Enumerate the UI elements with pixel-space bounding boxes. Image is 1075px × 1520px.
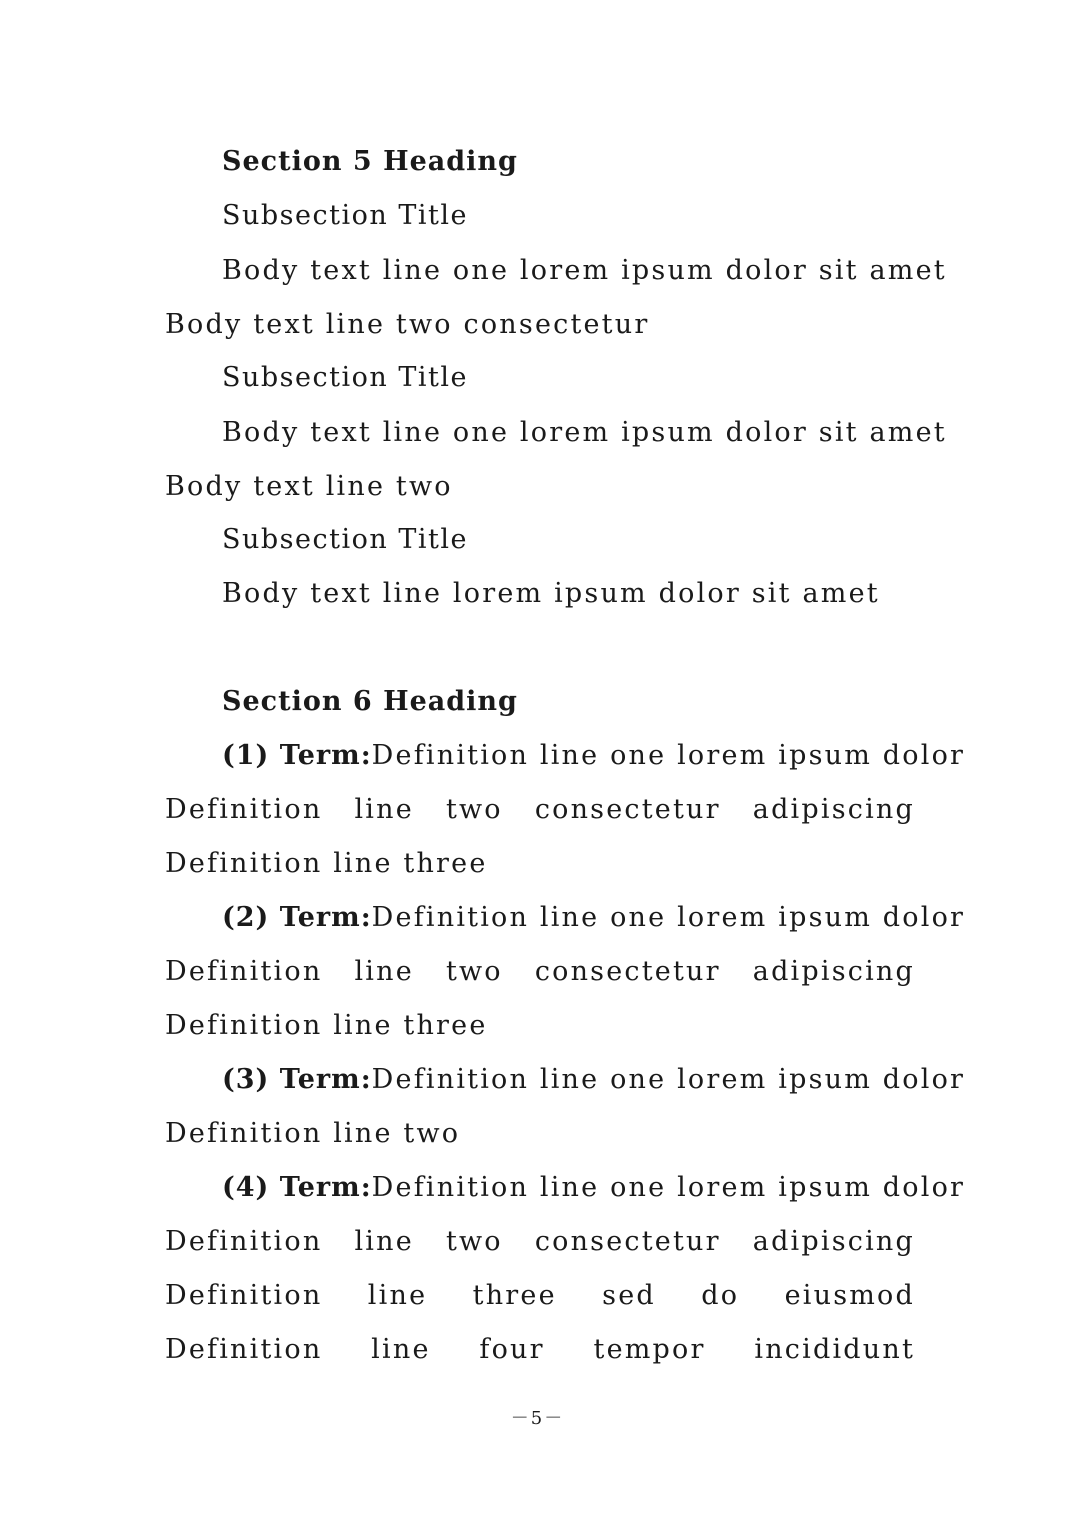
definition-term-label: (4) Term:: [222, 1172, 372, 1203]
section-5-sub-1-body-line: Body text line one lorem ipsum dolor sit amet: [222, 255, 947, 286]
definition-item-3-line: Definition line two: [165, 1118, 461, 1149]
section-5-sub-3-body-line: Body text line lorem ipsum dolor sit amet: [222, 578, 880, 609]
definition-term-label: (3) Term:: [222, 1064, 372, 1095]
section-5-sub-2-body-line: Body text line one lorem ipsum dolor sit amet: [222, 417, 947, 448]
definition-item-4-line: Definition line two consectetur adipiscing: [165, 1226, 915, 1257]
definition-item-2-line: Definition line three: [165, 1010, 488, 1041]
definition-term-label: (2) Term:: [222, 902, 372, 933]
definition-text: Definition line one lorem ipsum dolor: [371, 1172, 966, 1203]
definition-item-1-line: Definition line three: [165, 848, 488, 879]
section-5-sub-1-body-line: Body text line two consectetur: [165, 309, 650, 340]
section-6-heading: Section 6 Heading: [222, 686, 518, 717]
definition-item-2-line: Definition line two consectetur adipiscing: [165, 956, 915, 987]
section-5-sub-2-body-line: Body text line two: [165, 471, 453, 502]
definition-item-4-line: Definition line four tempor incididunt: [165, 1334, 915, 1365]
definition-item-4-first-line: [222, 1161, 966, 1215]
definition-text: Definition line one lorem ipsum dolor: [371, 902, 966, 933]
definition-item-4-line: Definition line three sed do eiusmod: [165, 1280, 915, 1311]
definition-item-1-line: Definition line two consectetur adipiscing: [165, 794, 915, 825]
definition-item-3-first-line: [222, 1053, 966, 1107]
section-5-sub-2-title: Subsection Title: [222, 362, 468, 393]
section-5-heading: Section 5 Heading: [222, 146, 518, 177]
page-number: －5－: [510, 1408, 565, 1429]
definition-item-2-first-line: [222, 891, 966, 945]
section-5-sub-1-title: Subsection Title: [222, 200, 468, 231]
definition-text: Definition line one lorem ipsum dolor: [371, 740, 966, 771]
definition-term-label: (1) Term:: [222, 740, 372, 771]
definition-text: Definition line one lorem ipsum dolor: [371, 1064, 966, 1095]
section-5-sub-3-title: Subsection Title: [222, 524, 468, 555]
definition-item-1-first-line: [222, 729, 966, 783]
